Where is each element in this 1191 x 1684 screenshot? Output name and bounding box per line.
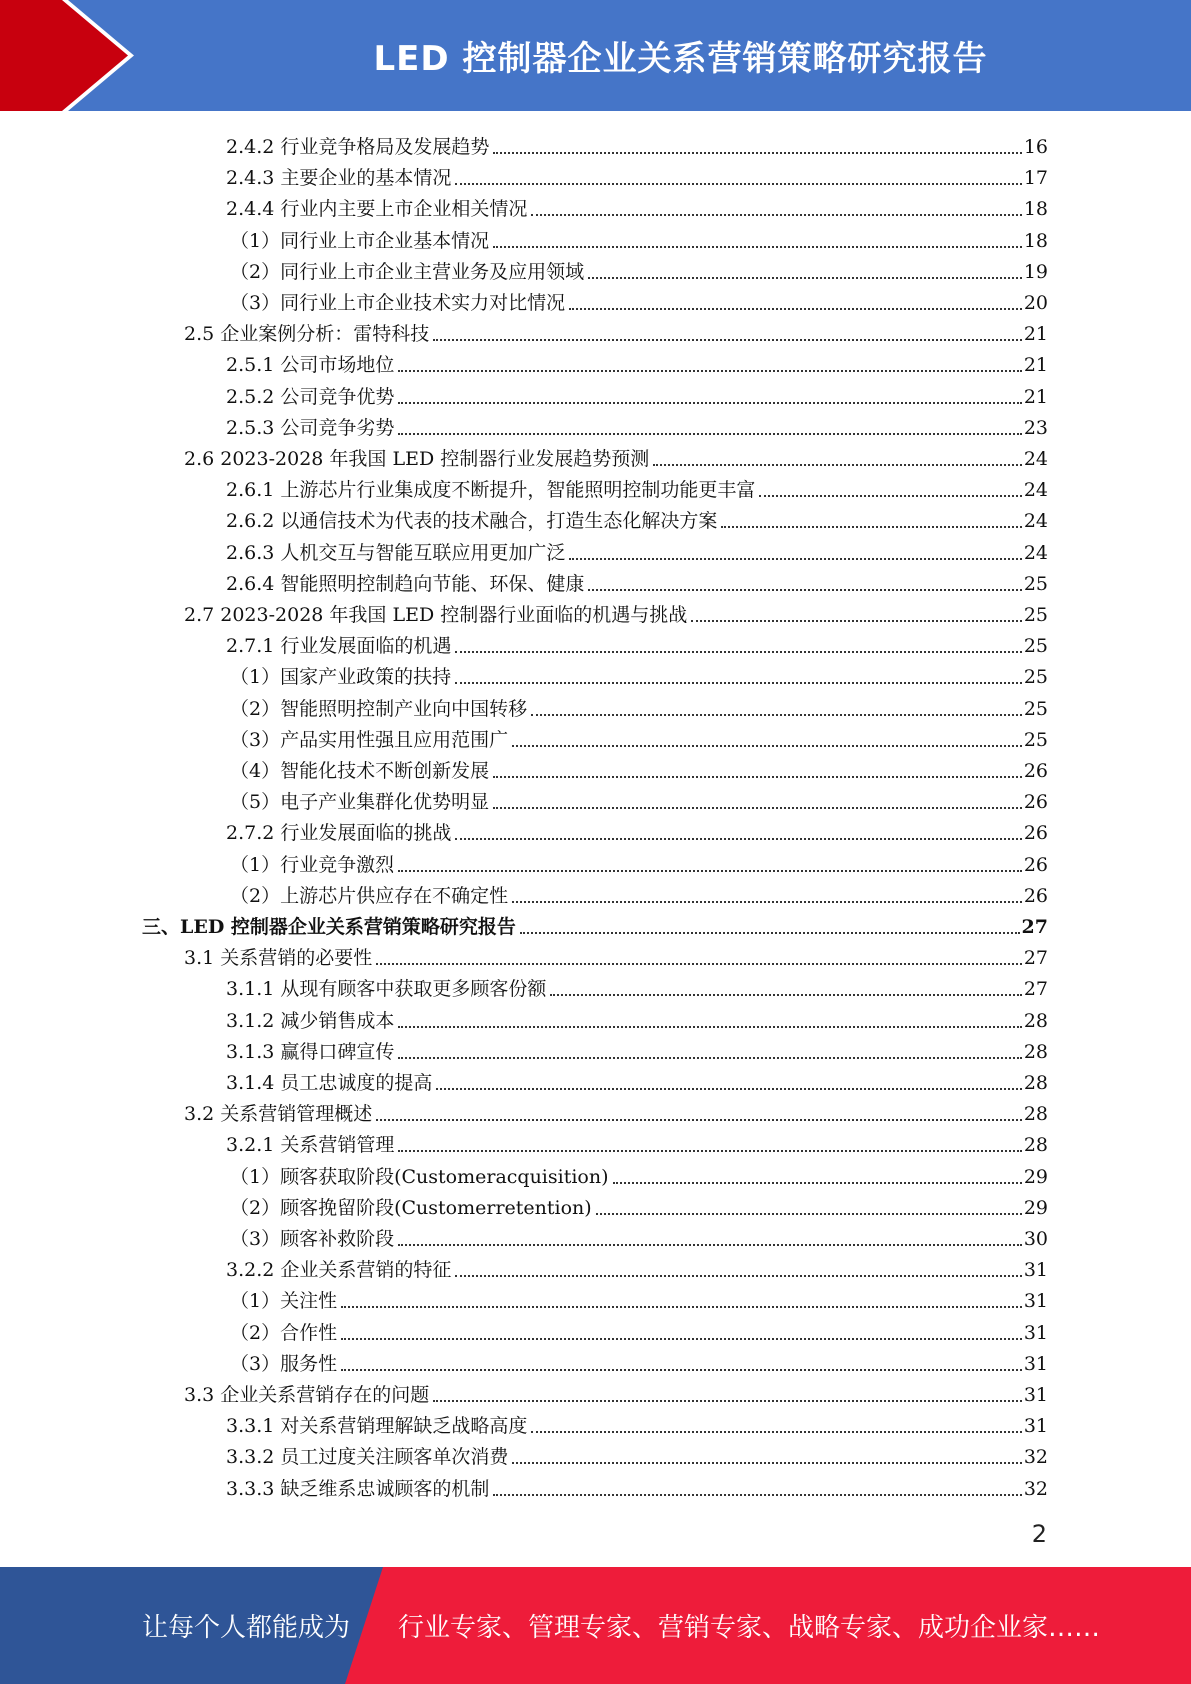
toc-leader-dots [455, 182, 1021, 185]
toc-entry-page: 25 [1023, 666, 1048, 689]
toc-entry-label: （3）服务性 [230, 1352, 338, 1375]
toc-entry[interactable] [184, 440, 1048, 471]
toc-leader-dots [613, 1181, 1022, 1184]
toc-entry[interactable] [230, 846, 1048, 877]
toc-leader-dots [596, 1212, 1022, 1215]
toc-entry-page: 32 [1023, 1477, 1048, 1500]
toc-entry-page: 29 [1023, 1165, 1048, 1188]
toc-entry-page: 21 [1023, 323, 1048, 346]
toc-entry-label: 2.5.2 公司竞争优势 [226, 385, 395, 408]
toc-entry-label: 3.2 关系营销管理概述 [184, 1103, 373, 1126]
toc-leader-dots [433, 338, 1022, 341]
toc-leader-dots [398, 1025, 1021, 1028]
toc-entry[interactable] [226, 565, 1048, 596]
toc-entry[interactable] [226, 534, 1048, 565]
toc-leader-dots [691, 619, 1022, 622]
toc-entry-label: （1）国家产业政策的扶持 [230, 666, 452, 689]
toc-entry[interactable] [226, 1033, 1048, 1064]
toc-entry[interactable] [230, 877, 1048, 908]
toc-leader-dots [493, 245, 1022, 248]
toc-entry-label: 2.4.3 主要企业的基本情况 [226, 167, 452, 190]
toc-leader-dots [433, 1399, 1022, 1402]
toc-entry-label: 3.2.2 企业关系营销的特征 [226, 1259, 452, 1282]
toc-entry[interactable] [184, 1376, 1048, 1407]
toc-leader-dots [493, 151, 1021, 154]
toc-leader-dots [398, 1149, 1021, 1152]
toc-entry[interactable] [230, 658, 1048, 689]
toc-entry-page: 29 [1023, 1196, 1048, 1219]
toc-entry-page: 32 [1023, 1446, 1048, 1469]
toc-leader-dots [436, 1087, 1021, 1090]
toc-entry-page: 23 [1023, 416, 1048, 439]
toc-entry-page: 21 [1023, 354, 1048, 377]
toc-entry[interactable] [226, 1126, 1048, 1157]
toc-leader-dots [455, 650, 1021, 653]
toc-leader-dots [493, 1493, 1021, 1496]
toc-entry-label: （5）电子产业集群化优势明显 [230, 791, 490, 814]
toc-entry-page: 31 [1023, 1352, 1048, 1375]
toc-entry-label: （2）上游芯片供应存在不确定性 [230, 884, 509, 907]
toc-entry-label: （2）合作性 [230, 1321, 338, 1344]
toc-entry-page: 25 [1023, 728, 1048, 751]
toc-entry-label: 3.1.2 减少销售成本 [226, 1009, 395, 1032]
toc-entry-label: （2）顾客挽留阶段(Customerretention) [230, 1196, 592, 1219]
toc-entry[interactable] [230, 1345, 1048, 1376]
toc-entry[interactable] [184, 596, 1048, 627]
toc-entry-label: 2.4.4 行业内主要上市企业相关情况 [226, 198, 528, 221]
toc-entry-page: 31 [1023, 1384, 1048, 1406]
toc-entry-page: 31 [1023, 1259, 1048, 1282]
toc-entry-label: （1）顾客获取阶段(Customeracquisition) [230, 1165, 609, 1188]
toc-leader-dots [398, 369, 1021, 372]
toc-entry-page: 21 [1023, 385, 1048, 408]
toc-leader-dots [512, 1461, 1021, 1464]
toc-leader-dots [493, 775, 1022, 778]
toc-entry-page: 28 [1023, 1072, 1048, 1094]
toc-entry-label: 2.6.1 上游芯片行业集成度不断提升，智能照明控制功能更丰富 [226, 479, 756, 502]
toc-entry-label: 3.3 企业关系营销存在的问题 [184, 1384, 430, 1406]
toc-entry-label: 2.7.1 行业发展面临的机遇 [226, 635, 452, 658]
toc-entry-page: 28 [1023, 1134, 1048, 1157]
toc-entry[interactable] [226, 378, 1048, 409]
toc-entry-label: 2.6.2 以通信技术为代表的技术融合，打造生态化解决方案 [226, 510, 718, 533]
toc-entry-page: 26 [1023, 791, 1048, 814]
toc-entry-page: 25 [1023, 572, 1048, 595]
toc-entry-label: （3）顾客补救阶段 [230, 1228, 395, 1250]
toc-entry-label: 2.5.3 公司竞争劣势 [226, 416, 395, 439]
toc-entry[interactable] [230, 721, 1048, 752]
toc-entry[interactable] [230, 222, 1048, 253]
toc-entry-label: 三、LED 控制器企业关系营销策略研究报告 [142, 916, 516, 938]
toc-entry[interactable] [226, 159, 1048, 190]
toc-entry-label: 3.1.4 员工忠诚度的提高 [226, 1072, 433, 1094]
footer-slogan-left: 让每个人都能成为 [142, 1613, 351, 1643]
toc-entry-label: 3.3.2 员工过度关注顾客单次消费 [226, 1446, 509, 1469]
toc-leader-dots [653, 463, 1022, 466]
toc-entry[interactable] [226, 1251, 1048, 1282]
toc-leader-dots [376, 962, 1022, 965]
toc-entry-label: （1）行业竞争激烈 [230, 853, 395, 876]
header-arrow-decoration [0, 0, 160, 111]
toc-leader-dots [588, 276, 1022, 279]
toc-entry-label: （2）智能照明控制产业向中国转移 [230, 697, 528, 720]
toc-entry[interactable] [230, 1220, 1048, 1251]
toc-leader-dots [512, 744, 1022, 747]
toc-entry-page: 28 [1023, 1103, 1048, 1126]
footer-slogan-right: 行业专家、管理专家、营销专家、战略专家、成功企业家…… [398, 1613, 1101, 1643]
toc-leader-dots [341, 1337, 1022, 1340]
toc-entry-page: 26 [1023, 822, 1048, 845]
toc-leader-dots [493, 806, 1022, 809]
toc-entry[interactable] [226, 1438, 1048, 1469]
toc-leader-dots [588, 588, 1021, 591]
toc-entry-label: （3）产品实用性强且应用范围广 [230, 728, 509, 751]
toc-entry-label: 2.5.1 公司市场地位 [226, 354, 395, 377]
toc-entry-page: 24 [1023, 510, 1048, 533]
toc-entry[interactable] [184, 315, 1048, 346]
toc-entry[interactable] [230, 783, 1048, 814]
toc-entry[interactable] [226, 409, 1048, 440]
toc-leader-dots [376, 1118, 1022, 1121]
toc-entry-page: 19 [1023, 260, 1048, 283]
toc-entry[interactable] [226, 970, 1048, 1001]
toc-entry-page: 31 [1023, 1415, 1048, 1438]
toc-entry-label: 3.3.3 缺乏维系忠诚顾客的机制 [226, 1477, 490, 1500]
toc-leader-dots [398, 1243, 1022, 1246]
toc-entry[interactable] [184, 1095, 1048, 1126]
toc-entry-label: 2.5 企业案例分析：雷特科技 [184, 323, 430, 346]
toc-leader-dots [341, 1305, 1022, 1308]
toc-leader-dots [721, 525, 1021, 528]
toc-entry[interactable] [226, 627, 1048, 658]
toc-leader-dots [531, 213, 1021, 216]
toc-leader-dots [520, 931, 1020, 934]
toc-entry[interactable] [226, 1064, 1048, 1095]
toc-entry[interactable] [226, 1002, 1048, 1033]
toc-entry-label: 3.2.1 关系营销管理 [226, 1134, 395, 1157]
toc-entry[interactable] [230, 1282, 1048, 1313]
toc-entry[interactable] [226, 128, 1048, 159]
toc-entry-label: （4）智能化技术不断创新发展 [230, 760, 490, 782]
toc-entry-page: 26 [1023, 760, 1048, 782]
toc-leader-dots [531, 1430, 1021, 1433]
toc-entry-label: 3.3.1 对关系营销理解缺乏战略高度 [226, 1415, 528, 1438]
toc-entry-label: 3.1.3 赢得口碑宣传 [226, 1040, 395, 1063]
toc-leader-dots [455, 1274, 1021, 1277]
toc-entry-page: 17 [1023, 167, 1048, 190]
toc-entry[interactable] [230, 752, 1048, 783]
toc-entry-label: （1）同行业上市企业基本情况 [230, 229, 490, 252]
toc-leader-dots [455, 837, 1021, 840]
toc-entry-page: 25 [1023, 697, 1048, 720]
toc-entry-page: 25 [1023, 635, 1048, 658]
toc-entry-label: 2.6.3 人机交互与智能互联应用更加广泛 [226, 541, 566, 564]
toc-entry-page: 26 [1023, 853, 1048, 876]
toc-entry-page: 28 [1023, 1009, 1048, 1032]
toc-entry[interactable] [226, 190, 1048, 221]
toc-leader-dots [398, 869, 1022, 872]
toc-leader-dots [759, 494, 1021, 497]
toc-entry-label: （1）关注性 [230, 1290, 338, 1313]
toc-entry-label: 3.1.1 从现有顾客中获取更多顾客份额 [226, 978, 547, 1001]
toc-entry-label: （2）同行业上市企业主营业务及应用领域 [230, 260, 585, 283]
toc-entry-page: 27 [1023, 947, 1048, 970]
toc-entry-label: 3.1 关系营销的必要性 [184, 947, 373, 970]
toc-entry[interactable] [226, 1407, 1048, 1438]
toc-entry-page: 25 [1023, 604, 1048, 626]
toc-entry[interactable] [230, 1314, 1048, 1345]
page-footer [0, 1567, 1191, 1684]
toc-leader-dots [341, 1368, 1022, 1371]
toc-entry-page: 31 [1023, 1290, 1048, 1313]
toc-leader-dots [455, 681, 1022, 684]
toc-entry-label: 2.6.4 智能照明控制趋向节能、环保、健康 [226, 572, 585, 595]
toc-entry[interactable] [230, 284, 1048, 315]
toc-entry-page: 27 [1023, 978, 1048, 1001]
toc-entry-label: 2.7.2 行业发展面临的挑战 [226, 822, 452, 845]
toc-entry[interactable] [230, 253, 1048, 284]
toc-entry-page: 31 [1023, 1321, 1048, 1344]
toc-entry[interactable] [230, 690, 1048, 721]
toc-entry-page: 20 [1023, 292, 1048, 314]
toc-entry-page: 30 [1023, 1228, 1048, 1250]
document-title: LED 控制器企业关系营销策略研究报告 [373, 39, 988, 79]
toc-leader-dots [531, 713, 1022, 716]
toc-entry[interactable] [226, 471, 1048, 502]
toc-entry-label: 2.4.2 行业竞争格局及发展趋势 [226, 136, 490, 158]
toc-entry-page: 27 [1021, 916, 1048, 938]
toc-entry-page: 18 [1023, 229, 1048, 252]
toc-entry-page: 18 [1023, 198, 1048, 221]
toc-entry[interactable] [230, 1189, 1048, 1220]
toc-entry[interactable] [226, 502, 1048, 533]
page-header [0, 0, 1191, 111]
toc-entry-page: 24 [1023, 448, 1048, 470]
toc-leader-dots [550, 993, 1021, 996]
toc-leader-dots [398, 1056, 1021, 1059]
toc-leader-dots [569, 307, 1022, 310]
toc-leader-dots [398, 432, 1021, 435]
toc-entry-page: 24 [1023, 479, 1048, 502]
toc-entry-label: （3）同行业上市企业技术实力对比情况 [230, 292, 566, 314]
toc-entry[interactable] [142, 908, 1048, 939]
toc-entry-page: 26 [1023, 884, 1048, 907]
toc-leader-dots [398, 401, 1021, 404]
toc-entry-page: 28 [1023, 1040, 1048, 1063]
toc-entry[interactable] [226, 814, 1048, 845]
toc-leader-dots [512, 900, 1022, 903]
toc-entry-page: 16 [1023, 136, 1048, 158]
toc-leader-dots [569, 557, 1021, 560]
toc-entry[interactable] [226, 1470, 1048, 1501]
toc-entry[interactable] [230, 1158, 1048, 1189]
toc-entry[interactable] [184, 939, 1048, 970]
page-number: 2 [1031, 1520, 1047, 1548]
toc-entry-page: 24 [1023, 541, 1048, 564]
toc-entry[interactable] [226, 346, 1048, 377]
toc-entry-label: 2.6 2023-2028 年我国 LED 控制器行业发展趋势预测 [184, 448, 650, 470]
toc-entry-label: 2.7 2023-2028 年我国 LED 控制器行业面临的机遇与挑战 [184, 604, 688, 626]
